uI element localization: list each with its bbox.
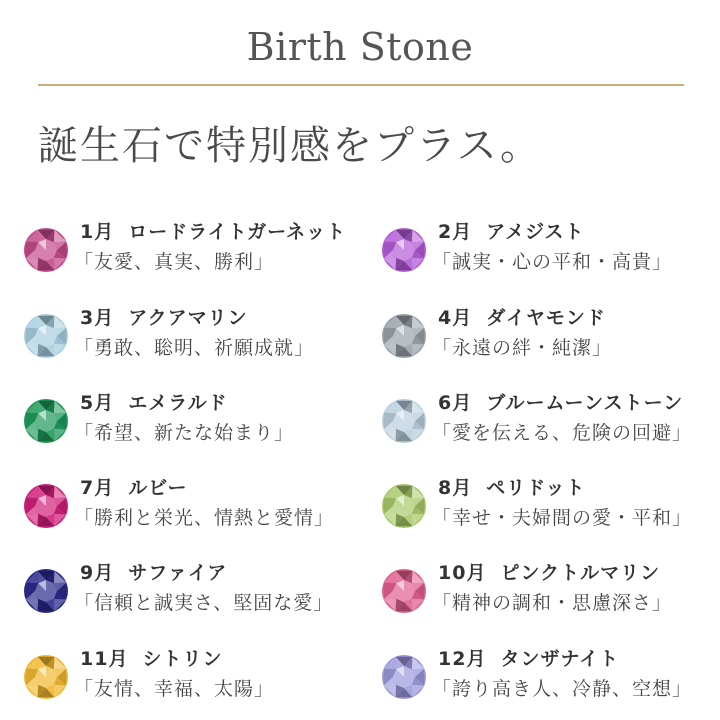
birthstone-name: アメジスト [486,221,585,243]
birthstone-meaning: 「幸せ・夫婦間の愛・平和」 [432,507,693,529]
birthstone-title [438,218,585,246]
birthstone-meaning: 「信頼と誠実さ、堅固な愛」 [74,592,334,614]
birthstone-item [380,474,710,538]
birthstone-month: 10月 [438,562,487,584]
birthstone-meaning: 「希望、新たな始まり」 [74,422,295,444]
page-subtitle: 誕生石で特別感をプラス。 [38,123,542,169]
birthstone-month: 1月 [80,221,115,243]
birthstone-meaning: 「勇敢、聡明、祈願成就」 [74,337,315,359]
birthstone-meaning: 「友愛、真実、勝利」 [74,251,275,273]
birthstone-title [80,304,248,332]
birthstone-title [80,218,346,246]
birthstone-meaning: 「誇り高き人、冷静、空想」 [432,678,693,700]
birthstone-month: 8月 [438,477,473,499]
birthstone-name: ロードライトガーネット [128,221,347,243]
birthstone-title [438,645,619,673]
diamond-gem-icon [380,312,428,360]
birthstone-item [380,389,710,453]
birthstone-name: ルビー [128,477,188,499]
birthstone-name: ペリドット [486,477,586,499]
citrine-gem-icon [22,653,70,701]
birthstone-item [22,559,352,623]
birthstone-meaning: 「永遠の絆・純潔」 [432,337,613,359]
birthstone-name: サファイア [128,562,228,584]
birthstone-meaning: 「精神の調和・思慮深さ」 [432,592,673,614]
amethyst-gem-icon [380,226,428,274]
tourmaline-gem-icon [380,567,428,615]
birthstone-name: ピンクトルマリン [500,562,661,584]
emerald-gem-icon [22,397,70,445]
birthstone-name: ダイヤモンド [486,307,606,329]
birthstone-month: 7月 [80,477,115,499]
title-divider [38,84,684,86]
birthstone-name: アクアマリン [128,307,248,329]
birthstone-item [380,304,710,368]
birthstone-title [80,389,228,417]
birthstone-item [380,559,710,623]
birthstone-title [80,474,187,502]
birthstone-item [22,474,352,538]
birthstone-meaning: 「友情、幸福、太陽」 [74,678,275,700]
tanzanite-gem-icon [380,653,428,701]
birthstone-month: 12月 [438,648,487,670]
birthstone-item [22,304,352,368]
birthstone-name: エメラルド [128,392,228,414]
birthstone-month: 9月 [80,562,115,584]
birthstone-month: 2月 [438,221,473,243]
birthstone-name: ブルームーンストーン [486,392,684,414]
birthstone-meaning: 「誠実・心の平和・高貴」 [432,251,673,273]
ruby-gem-icon [22,482,70,530]
birthstone-item [22,218,352,282]
birthstone-title [438,304,606,332]
moonstone-gem-icon [380,397,428,445]
sapphire-gem-icon [22,567,70,615]
birthstone-month: 4月 [438,307,473,329]
birthstone-month: 6月 [438,392,473,414]
birthstone-meaning: 「愛を伝える、危険の回避」 [432,422,693,444]
birthstone-item [22,389,352,453]
birthstone-item [22,645,352,709]
birthstone-month: 5月 [80,392,115,414]
birthstone-name: タンザナイト [500,648,620,670]
birthstone-title [80,645,222,673]
birthstone-month: 3月 [80,307,115,329]
birthstone-title [80,559,227,587]
aquamarine-gem-icon [22,312,70,360]
peridot-gem-icon [380,482,428,530]
birthstone-month: 11月 [80,648,129,670]
birthstone-item [380,218,710,282]
page-title: Birth Stone [246,25,474,69]
birthstone-title [438,559,660,587]
birthstone-title [438,389,683,417]
birthstone-item [380,645,710,709]
garnet-gem-icon [22,226,70,274]
birthstone-meaning: 「勝利と栄光、情熱と愛情」 [74,507,335,529]
birthstone-title [438,474,585,502]
birthstone-name: シトリン [142,648,223,670]
